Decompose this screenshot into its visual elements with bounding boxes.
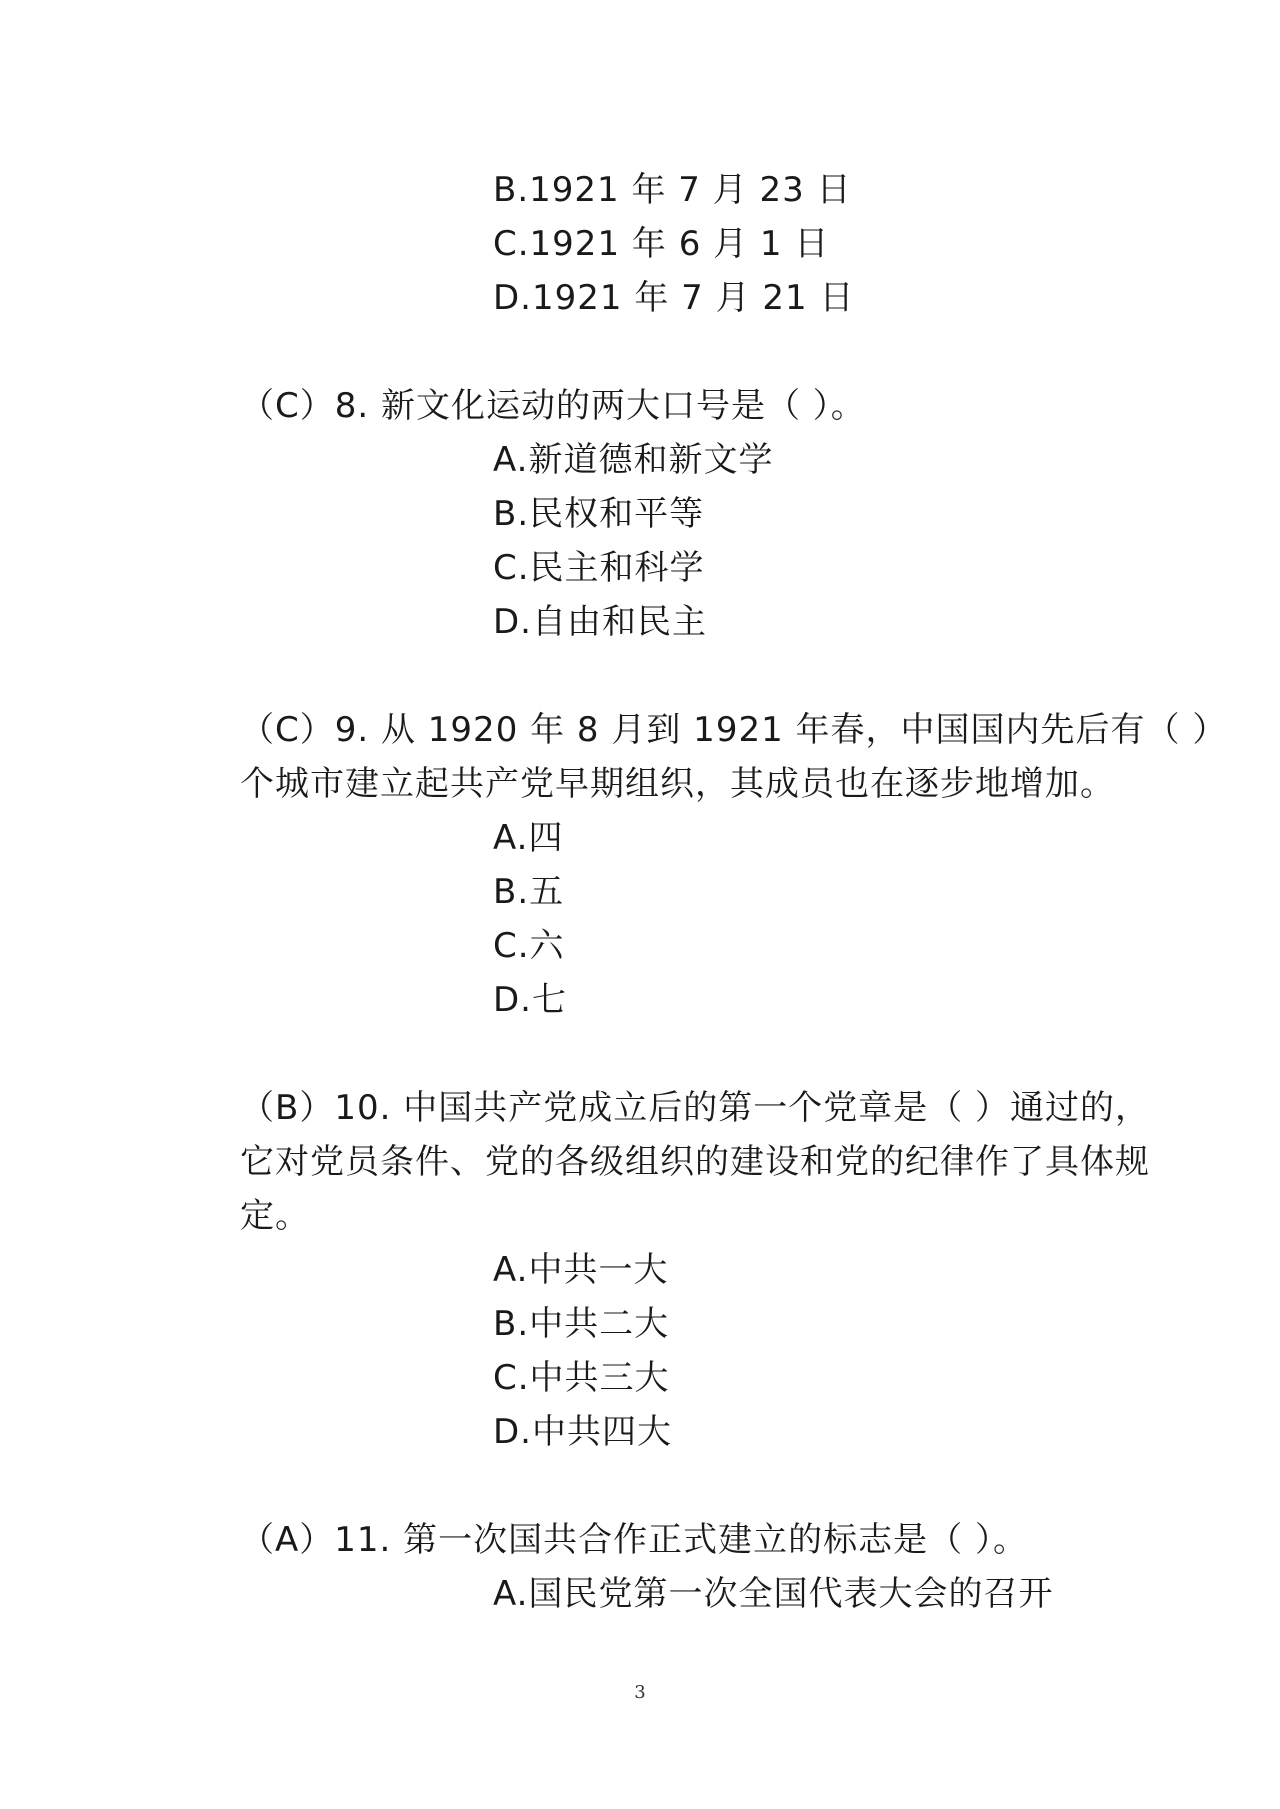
q9-option-c: C.六 [493,926,565,966]
q11-option-a: A.国民党第一次全国代表大会的召开 [493,1574,1054,1614]
q10-option-b: B.中共二大 [493,1304,670,1344]
q10-option-d: D.中共四大 [493,1412,672,1452]
page-number: 3 [634,1682,646,1703]
q9-option-d: D.七 [493,980,567,1020]
q7-option-c: C.1921 年 6 月 1 日 [493,224,830,264]
q8-stem: （C）8. 新文化运动的两大口号是（ ）。 [240,386,866,426]
q8-option-b: B.民权和平等 [493,494,705,534]
q10-stem-line-2: 它对党员条件、党的各级组织的建设和党的纪律作了具体规 [240,1142,1150,1182]
q8-option-c: C.民主和科学 [493,548,705,588]
q10-option-a: A.中共一大 [493,1250,669,1290]
q10-stem-line-3: 定。 [240,1196,310,1236]
q7-option-d: D.1921 年 7 月 21 日 [493,278,855,318]
q8-option-d: D.自由和民主 [493,602,707,642]
q9-option-b: B.五 [493,872,565,912]
q10-option-c: C.中共三大 [493,1358,670,1398]
q10-stem-line-1: （B）10. 中国共产党成立后的第一个党章是（ ）通过的， [240,1088,1151,1128]
q9-stem-line-1: （C）9. 从 1920 年 8 月到 1921 年春，中国国内先后有（ ） [240,710,1228,750]
q9-option-a: A.四 [493,818,564,858]
q8-option-a: A.新道德和新文学 [493,440,774,480]
q7-option-b: B.1921 年 7 月 23 日 [493,170,852,210]
q11-stem: （A）11. 第一次国共合作正式建立的标志是（ ）。 [240,1520,1028,1560]
q9-stem-line-2: 个城市建立起共产党早期组织，其成员也在逐步地增加。 [240,764,1115,804]
